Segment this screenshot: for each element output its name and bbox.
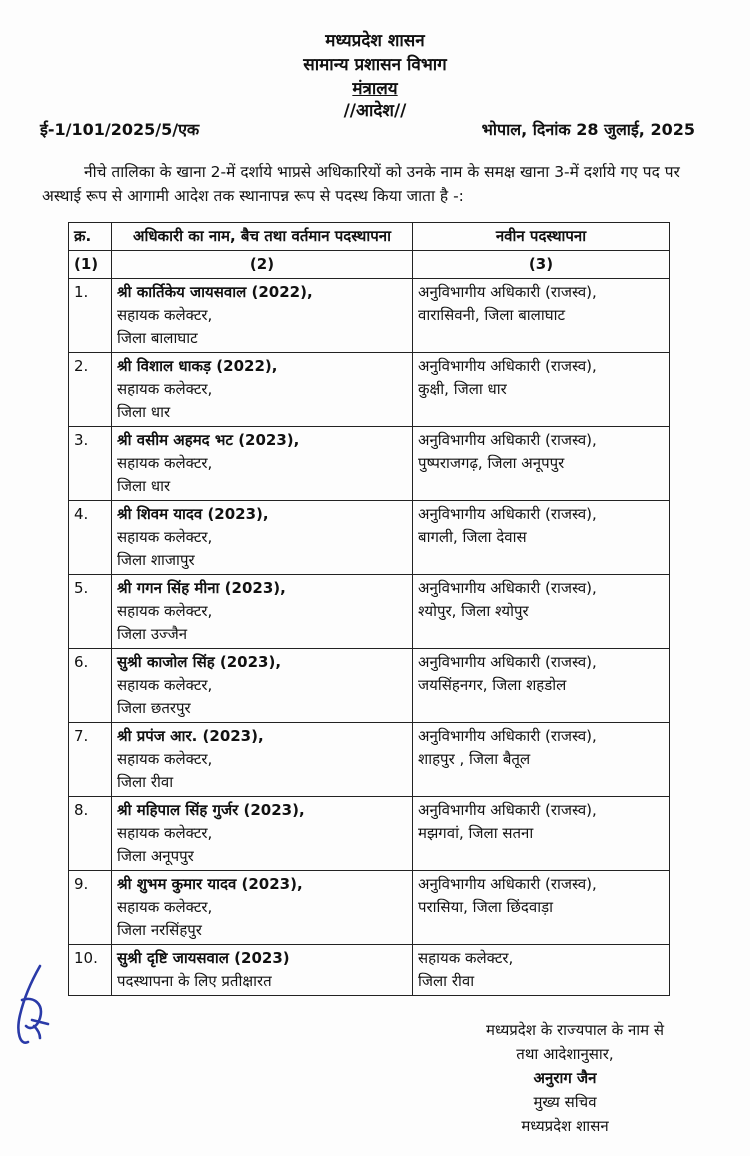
officer-current-district: जिला छतरपुर: [117, 699, 191, 717]
table-row: [69, 427, 670, 501]
officer-current-district: जिला धार: [117, 477, 171, 495]
table-row: [69, 723, 670, 797]
new-location: शाहपुर , जिला बैतूल: [418, 750, 531, 768]
officer-name: सुश्री दृष्टि जायसवाल (2023): [117, 949, 290, 967]
row-new-posting: [413, 575, 670, 649]
table-column-numbers: [69, 251, 670, 279]
signature-line-2: तथा आदेशानुसार,: [516, 1045, 614, 1063]
place-date: भोपाल, दिनांक 28 जुलाई, 2025: [481, 120, 695, 139]
row-officer: [112, 353, 413, 427]
row-serial: 1.: [69, 279, 112, 353]
table-row: [69, 945, 670, 996]
row-serial: 4.: [69, 501, 112, 575]
new-location: जिला रीवा: [418, 972, 475, 990]
new-post: अनुविभागीय अधिकारी (राजस्व),: [418, 283, 597, 301]
col-number-1: (1): [69, 251, 112, 279]
officer-current-post: सहायक कलेक्टर,: [117, 306, 213, 324]
new-location: परासिया, जिला छिंदवाड़ा: [418, 898, 554, 916]
new-post: अनुविभागीय अधिकारी (राजस्व),: [418, 505, 597, 523]
row-officer: [112, 501, 413, 575]
header-serial: क्र.: [69, 223, 112, 251]
new-post: अनुविभागीय अधिकारी (राजस्व),: [418, 801, 597, 819]
signatory-designation: मुख्य सचिव: [533, 1093, 597, 1111]
row-officer: [112, 871, 413, 945]
officer-name: श्री कार्तिकेय जायसवाल (2022),: [117, 283, 313, 301]
table-row: [69, 649, 670, 723]
header-ministry: [0, 76, 750, 99]
officer-current-post: सहायक कलेक्टर,: [117, 676, 213, 694]
officer-current-post: सहायक कलेक्टर,: [117, 528, 213, 546]
officer-current-post: सहायक कलेक्टर,: [117, 380, 213, 398]
officer-name: श्री प्रपंज आर. (2023),: [117, 727, 264, 745]
officer-current-post: सहायक कलेक्टर,: [117, 898, 213, 916]
new-location: श्योपुर, जिला श्योपुर: [418, 602, 529, 620]
officer-current-district: जिला नरसिंहपुर: [117, 921, 202, 939]
intro-paragraph: नीचे तालिका के खाना 2-में दर्शाये भाप्रसे अधिकारियों को उनके नाम के समक्ष खाना 3-में दर्शाये गए पद पर अस्थाई रूप से आगामी आदेश तक स्थानापन्न रूप से पदस्थ किया जाता है -:: [42, 163, 680, 205]
officer-current-post: सहायक कलेक्टर,: [117, 824, 213, 842]
row-new-posting: [413, 797, 670, 871]
table-row: [69, 871, 670, 945]
posting-table: [68, 222, 670, 996]
new-post: अनुविभागीय अधिकारी (राजस्व),: [418, 727, 597, 745]
officer-current-post: सहायक कलेक्टर,: [117, 602, 213, 620]
officer-current-post: पदस्थापना के लिए प्रतीक्षारत: [117, 972, 272, 990]
handwritten-initial: [10, 960, 56, 1055]
table-row: [69, 279, 670, 353]
new-location: बागली, जिला देवास: [418, 528, 527, 546]
officer-name: श्री शुभम कुमार यादव (2023),: [117, 875, 303, 893]
row-serial: 8.: [69, 797, 112, 871]
officer-name: सुश्री काजोल सिंह (2023),: [117, 653, 282, 671]
new-post: अनुविभागीय अधिकारी (राजस्व),: [418, 579, 597, 597]
row-officer: [112, 945, 413, 996]
row-officer: [112, 575, 413, 649]
officer-current-district: जिला बालाघाट: [117, 329, 198, 347]
officer-current-district: जिला धार: [117, 403, 171, 421]
officer-current-district: जिला अनूपपुर: [117, 847, 194, 865]
row-officer: [112, 723, 413, 797]
officer-current-post: सहायक कलेक्टर,: [117, 454, 213, 472]
table-row: [69, 575, 670, 649]
row-new-posting: [413, 871, 670, 945]
row-new-posting: [413, 427, 670, 501]
new-location: पुष्पराजगढ़, जिला अनूपपुर: [418, 454, 565, 472]
row-officer: [112, 797, 413, 871]
col-number-2: (2): [112, 251, 413, 279]
table-row: [69, 797, 670, 871]
row-officer: [112, 649, 413, 723]
row-serial: 10.: [69, 945, 112, 996]
header-new-posting: नवीन पदस्थापना: [413, 223, 670, 251]
row-serial: 5.: [69, 575, 112, 649]
row-serial: 6.: [69, 649, 112, 723]
table-row: [69, 353, 670, 427]
new-post: अनुविभागीय अधिकारी (राजस्व),: [418, 653, 597, 671]
header-department: सामान्य प्रशासन विभाग: [303, 55, 447, 75]
new-post: अनुविभागीय अधिकारी (राजस्व),: [418, 357, 597, 375]
new-location: जयसिंहनगर, जिला शहडोल: [418, 676, 567, 694]
header-ministry-text: मंत्रालय: [352, 79, 398, 99]
row-new-posting: [413, 649, 670, 723]
row-officer: [112, 427, 413, 501]
officer-current-district: जिला रीवा: [117, 773, 174, 791]
new-post: अनुविभागीय अधिकारी (राजस्व),: [418, 875, 597, 893]
officer-current-district: जिला शाजापुर: [117, 551, 195, 569]
new-location: वारासिवनी, जिला बालाघाट: [418, 306, 566, 324]
signature-line-1: मध्यप्रदेश के राज्यपाल के नाम से: [485, 1021, 665, 1039]
signatory-name: अनुराग जैन: [533, 1069, 597, 1087]
officer-name: श्री वसीम अहमद भट (2023),: [117, 431, 300, 449]
officer-current-district: जिला उज्जैन: [117, 625, 188, 643]
row-serial: 7.: [69, 723, 112, 797]
officer-name: श्री विशाल धाकड़ (2022),: [117, 357, 278, 375]
row-new-posting: [413, 945, 670, 996]
row-new-posting: [413, 279, 670, 353]
row-officer: [112, 279, 413, 353]
row-serial: 9.: [69, 871, 112, 945]
new-location: कुक्षी, जिला धार: [418, 380, 507, 398]
header-government: मध्यप्रदेश शासन: [325, 31, 425, 51]
table-row: [69, 501, 670, 575]
table-header-row: [69, 223, 670, 251]
row-serial: 3.: [69, 427, 112, 501]
header-order: //आदेश//: [343, 101, 407, 121]
row-serial: 2.: [69, 353, 112, 427]
header-officer: अधिकारी का नाम, बैच तथा वर्तमान पदस्थापना: [112, 223, 413, 251]
new-post: सहायक कलेक्टर,: [418, 949, 514, 967]
signature-block: [440, 1018, 690, 1138]
new-location: मझगवां, जिला सतना: [418, 824, 534, 842]
officer-name: श्री गगन सिंह मीना (2023),: [117, 579, 286, 597]
officer-name: श्री शिवम यादव (2023),: [117, 505, 269, 523]
col-number-3: (3): [413, 251, 670, 279]
new-post: अनुविभागीय अधिकारी (राजस्व),: [418, 431, 597, 449]
order-number: ई-1/101/2025/5/एक: [40, 120, 200, 139]
officer-current-post: सहायक कलेक्टर,: [117, 750, 213, 768]
signatory-office: मध्यप्रदेश शासन: [521, 1117, 609, 1135]
row-new-posting: [413, 353, 670, 427]
officer-name: श्री महिपाल सिंह गुर्जर (2023),: [117, 801, 305, 819]
row-new-posting: [413, 723, 670, 797]
row-new-posting: [413, 501, 670, 575]
